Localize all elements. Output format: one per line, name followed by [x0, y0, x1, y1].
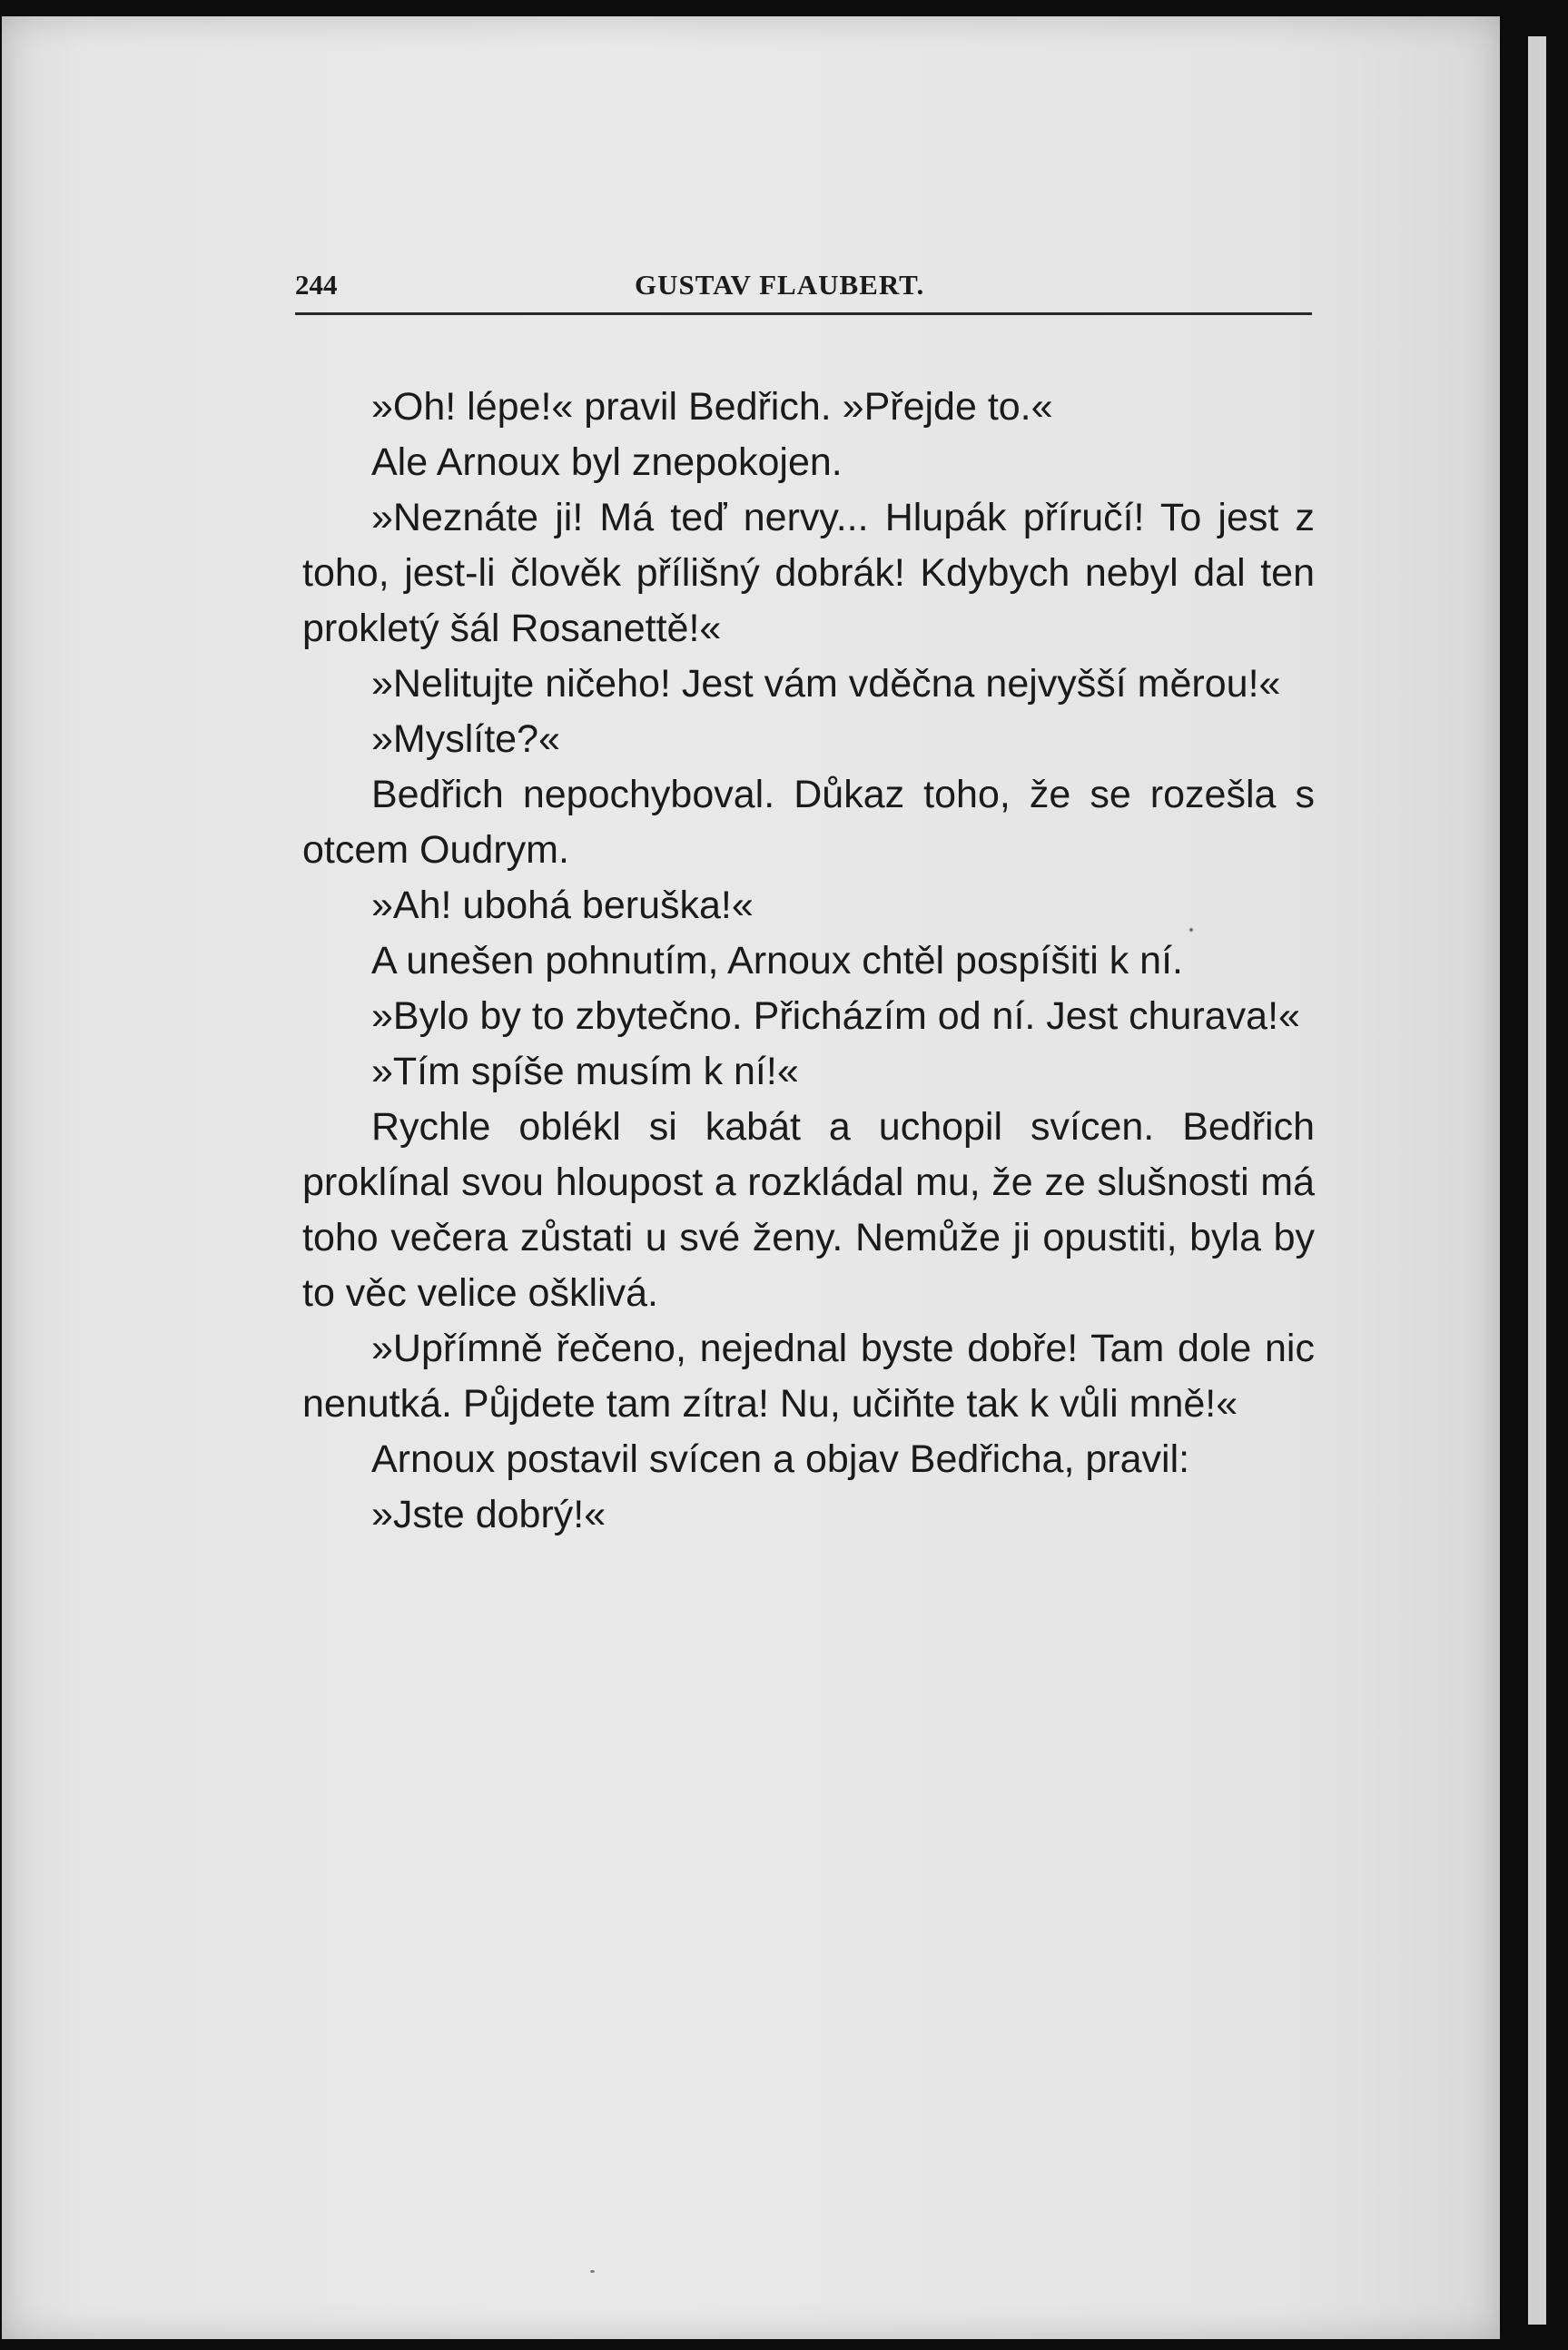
paragraph: »Myslíte?«	[371, 717, 560, 761]
paragraph: Bedřich nepochyboval. Důkaz toho, že se rozešla s otcem Oudrym.	[302, 773, 1315, 872]
paragraph: A unešen pohnutím, Arnoux chtěl pospíšiti k ní.	[371, 939, 1183, 982]
paragraph: »Nelitujte ničeho! Jest vám vděčna nejvyšší měrou!«	[371, 662, 1281, 706]
paragraph: Rychle oblékl si kabát a uchopil svícen. Bedřich proklínal svou hloupost a rozkládal mu, že ze slušnosti má toho večera zůstati u své ženy. Nemůže ji opustiti, byla by to věc velice ošklivá.	[302, 1105, 1315, 1315]
paragraph: Ale Arnoux byl znepokojen.	[371, 440, 843, 484]
paragraph: »Jste dobrý!«	[371, 1493, 606, 1536]
paragraph: »Neznáte ji! Má teď nervy... Hlupák příručí! To jest z toho, jest-li člověk přílišný dobrák! Kdybych nebyl dal ten prokletý šál Rosanettě!«	[302, 496, 1315, 650]
paragraph: »Bylo by to zbytečno. Přicházím od ní. Jest churava!«	[371, 994, 1300, 1038]
paragraph: »Oh! lépe!« pravil Bedřich. »Přejde to.«	[371, 385, 1053, 429]
paragraph: »Ah! ubohá beruška!«	[371, 884, 754, 927]
running-title: GUSTAV FLAUBERT.	[635, 269, 925, 301]
page-edge	[1528, 36, 1546, 2325]
paragraph: »Tím spíše musím k ní!«	[371, 1050, 799, 1093]
paragraph: Arnoux postavil svícen a objav Bedřicha, pravil:	[371, 1437, 1190, 1481]
page-number: 244	[295, 269, 338, 301]
page-header	[295, 263, 1312, 311]
dust-speck	[1189, 928, 1193, 932]
header-rule	[295, 312, 1312, 315]
paragraph: »Upřímně řečeno, nejednal byste dobře! Tam dole nic nenutká. Půjdete tam zítra! Nu, učiňte tak k vůli mně!«	[302, 1327, 1315, 1426]
body-text	[302, 380, 1315, 1543]
dust-speck	[590, 2270, 595, 2273]
